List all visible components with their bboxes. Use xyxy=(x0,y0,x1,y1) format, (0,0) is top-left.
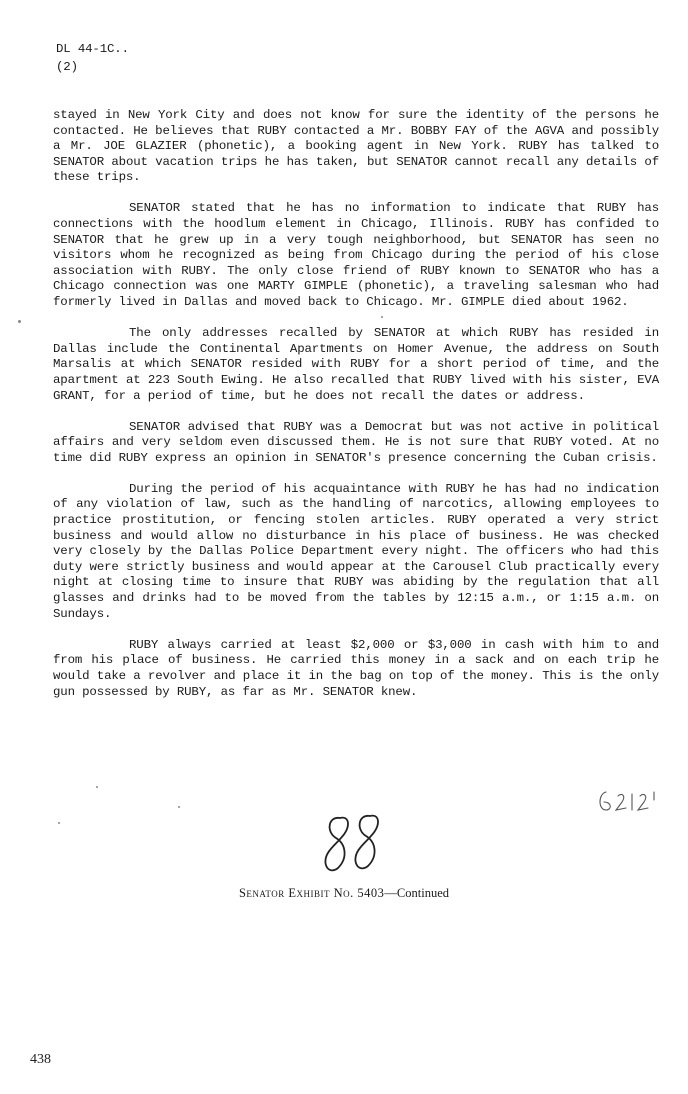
exhibit-continued: —Continued xyxy=(384,886,450,900)
file-number: DL 44-1C.. xyxy=(56,42,129,56)
paragraph-5: During the period of his acquaintance with RUBY he has had no indication of any violation of law, such as the handling of narcotics, allowing employees to practice prostitution, or fencing stolen articles. RUBY operated a very strict business and would allow no disturbance in his place of business. He was checked very closely by the Dallas Police Department every night. The officers who had this duty were strictly business and would appear at the Carousel Club practically every night at closing time to insure that RUBY was abiding by the regulation that all glasses and drinks had to be moved from the tables by 12:15 a.m., or 1:15 a.m. on Sundays. xyxy=(53,481,659,621)
exhibit-label: Senator Exhibit No. 5403 xyxy=(238,886,385,900)
paragraph-1: stayed in New York City and does not know for sure the identity of the persons he contacted. He believes that RUBY contacted a Mr. BOBBY FAY of the AGVA and possibly a Mr. JOE GLAZIER (phonetic), a booking agent in New York. RUBY has talked to SENATOR about vacation trips he has taken, but SENATOR cannot recall any details of these trips. xyxy=(53,108,659,185)
scan-speck xyxy=(96,786,98,788)
paragraph-4: SENATOR advised that RUBY was a Democrat but was not active in political affairs and very seldom even discussed them. He is not sure that RUBY voted. At no time did RUBY express an opinion in SENATOR's presence concerning the Cuban crisis. xyxy=(53,419,659,465)
scan-speck xyxy=(178,806,180,808)
paragraph-6: RUBY always carried at least $2,000 or $3,000 in cash with him to and from his place of business. He carried this money in a sack and on each trip he would take a revolver and place it in the bag on top of the money. This is the only gun possessed by RUBY, as far as Mr. SENATOR knew. xyxy=(53,637,659,699)
file-header xyxy=(56,40,129,76)
paragraph-3: The only addresses recalled by SENATOR at which RUBY has resided in Dallas include the Continental Apartments on Homer Avenue, the address on South Marsalis at which SENATOR resided with RUBY for a short period of time, and the apartment at 223 South Ewing. He also recalled that RUBY lived with his sister, EVA GRANT, for a period of time, but he does not recall the dates or address. xyxy=(53,326,659,403)
handwritten-88-mark xyxy=(318,812,388,876)
scan-speck xyxy=(381,316,383,318)
scan-speck xyxy=(58,822,60,824)
paragraph-2: SENATOR stated that he has no information to indicate that RUBY has connections with the hoodlum element in Chicago, Illinois. RUBY has confided to SENATOR that he grew up in a very tough neighborhood, but SENATOR has seen no visitors whom he recognized as being from Chicago during the period of his close association with RUBY. The only close friend of RUBY known to SENATOR who has a Chicago connection was one MARTY GIMPLE (phonetic), a traveling salesman who had formerly lived in Dallas and moved back to Chicago. Mr. GIMPLE died about 1962. xyxy=(53,201,659,310)
exhibit-caption xyxy=(0,886,688,901)
document-body xyxy=(53,108,659,700)
corner-annotation-mark xyxy=(592,784,662,818)
page-number: 438 xyxy=(30,1052,51,1067)
page-marker: (2) xyxy=(56,60,78,74)
scan-speck xyxy=(18,320,21,323)
